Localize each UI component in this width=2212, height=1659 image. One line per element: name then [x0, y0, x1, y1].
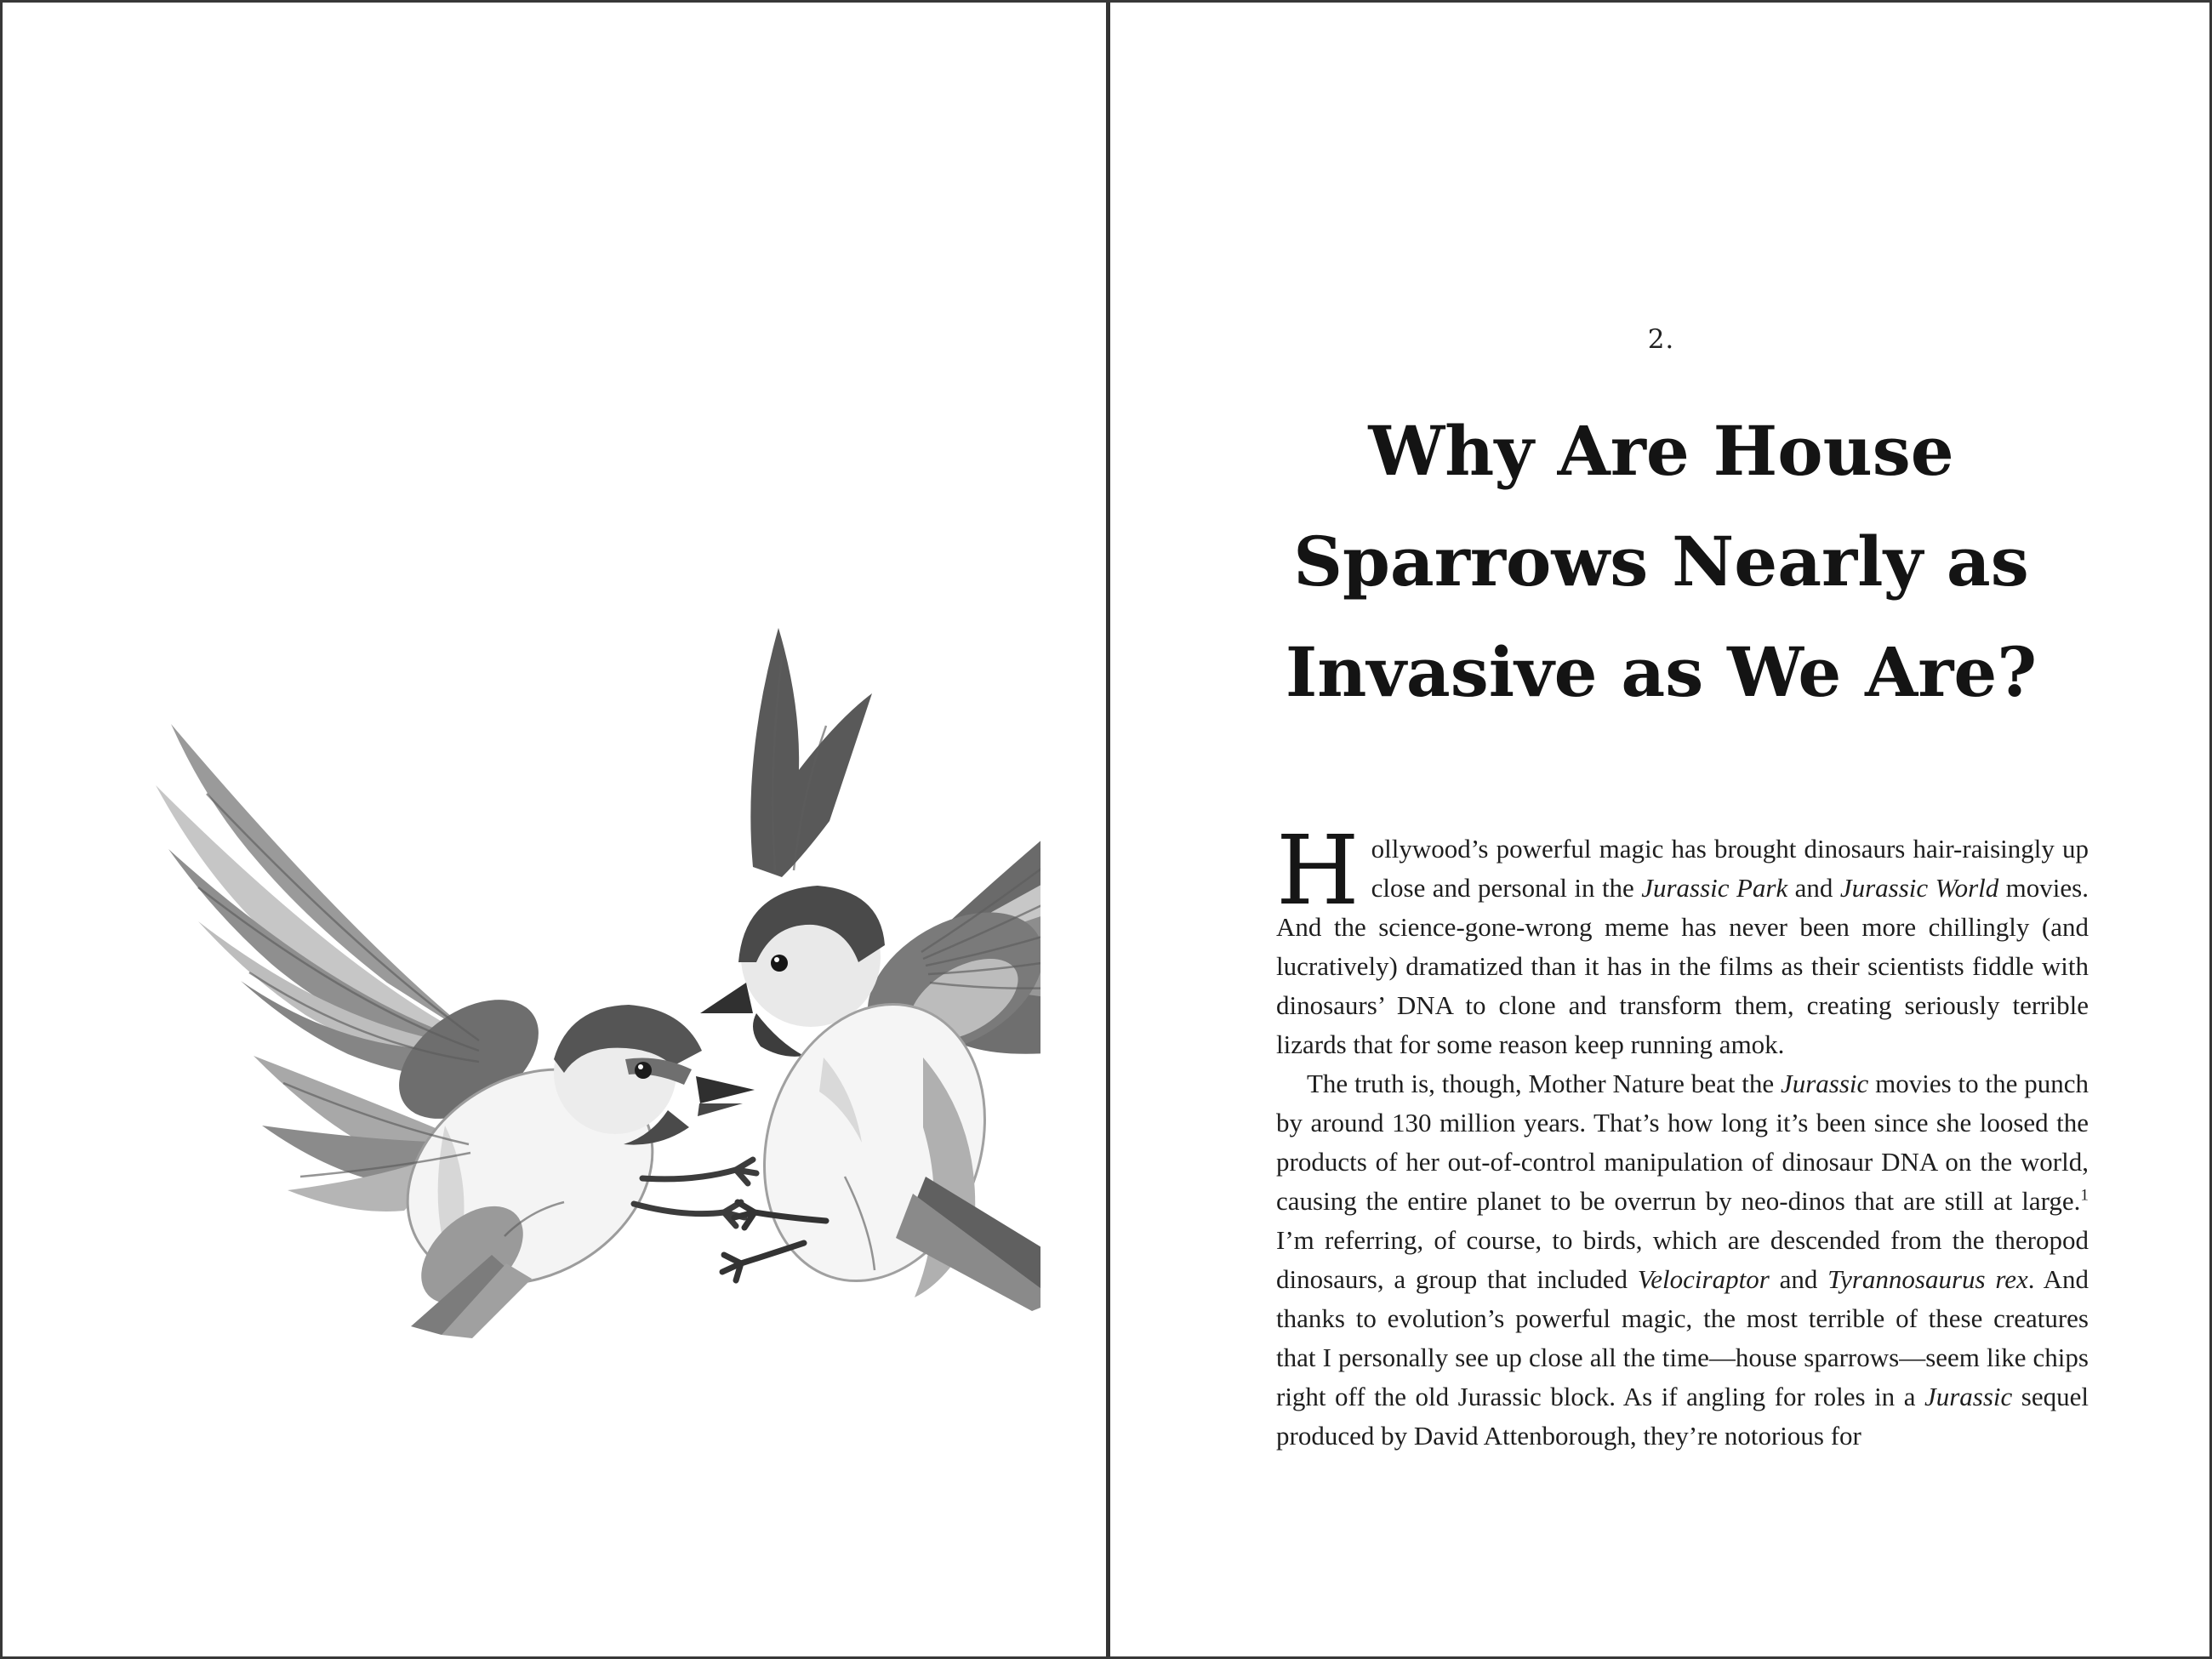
text-segment: . And thanks to evolution’s powerful magic, the most terrible of these creatures that I personally see up close all the time—house sparrows—seem like chips right off the old Jurassic block. As if angling for roles in a — [1276, 1264, 2089, 1411]
text-segment: The truth is, though, Mother Nature beat the — [1307, 1069, 1781, 1098]
text-segment: Jurassic Park — [1641, 873, 1788, 903]
text-segment: Velociraptor — [1637, 1264, 1770, 1294]
right-sparrow — [700, 628, 1040, 1311]
text-segment: and — [1769, 1264, 1828, 1294]
text-segment: Jurassic World — [1839, 873, 1999, 903]
right-page — [1110, 3, 2212, 1656]
text-segment: Tyrannosaurus rex — [1827, 1264, 2028, 1294]
text-segment: and — [1787, 873, 1840, 903]
dropcap: H — [1276, 816, 1360, 926]
text-segment: 1 — [2080, 1186, 2089, 1205]
left-sparrow — [156, 724, 756, 1338]
text-segment: I’m referring, of course, to birds, which are descended from the theropod dinosaurs, a group that included — [1276, 1225, 2089, 1294]
body-text — [1276, 816, 2089, 1456]
chapter-number: 2. — [1647, 324, 1675, 355]
chapter-title-line-2: Sparrows Nearly as — [1293, 522, 2029, 601]
text-segment: Jurassic — [1924, 1382, 2013, 1411]
text-segment: Jurassic — [1780, 1069, 1869, 1098]
chapter-title-line-3: Invasive as We Are? — [1285, 632, 2038, 712]
text-segment: movies to the punch by around 130 million years. That’s how long it’s been since she loosed the products of her out-of-control manipulation of dinosaur DNA on the world, causing the entire planet to be overrun by neo-dinos that are still at large. — [1276, 1069, 2089, 1216]
text-segment: movies. And the science-gone-wrong meme has never been more chillingly (and lucratively) dramatized than it has in the films as their scientists fiddle with dinosaurs’ DNA to clone and transform them, creating seriously terrible lizards that for some reason keep running amok. — [1276, 873, 2089, 1059]
paragraph — [1276, 816, 2089, 1064]
text-segment: sequel produced by David Attenborough, they’re notorious for — [1276, 1382, 2089, 1451]
chapter-title-line-1: Why Are House — [1368, 411, 1954, 491]
text-segment: ollywood’s powerful magic has brought dinosaurs hair-raisingly up close and personal in the — [1371, 834, 2089, 903]
sparrows-illustration — [105, 581, 1040, 1347]
left-page — [3, 3, 1106, 1656]
paragraph — [1276, 1064, 2089, 1456]
chapter-title — [1110, 396, 2212, 727]
